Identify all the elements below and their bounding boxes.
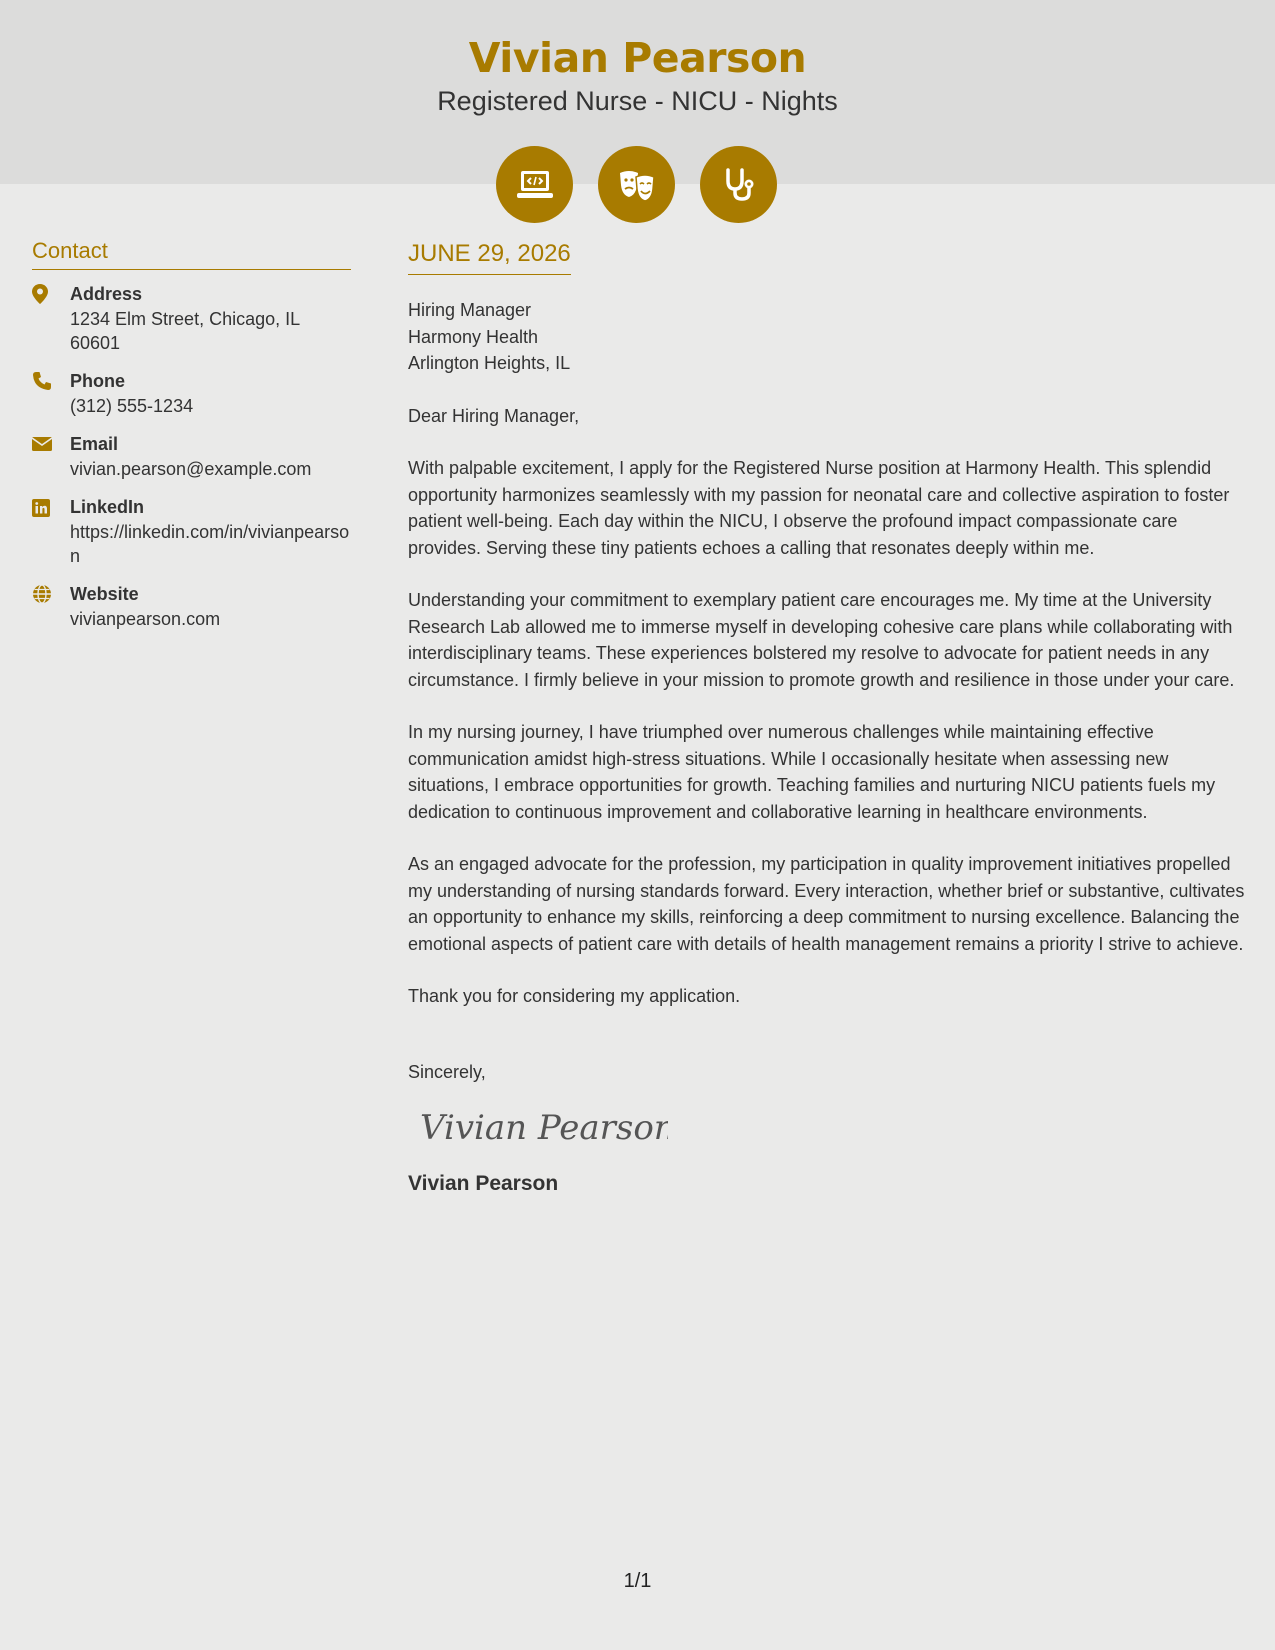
theater-masks-icon — [598, 146, 675, 223]
contact-label: LinkedIn — [70, 497, 145, 517]
letter-body — [408, 240, 1253, 1196]
paragraph: In my nursing journey, I have triumphed over numerous challenges while maintaining effective communication amidst high-stress situations. While I occasionally hesitate when assessing new situations, I embrace opportunities for growth. Teaching families and nurturing NICU patients fuels my dedication to continuous improvement and collaborative learning in healthcare environments. — [408, 722, 1216, 822]
location-pin-icon — [32, 282, 70, 355]
sidebar — [32, 238, 351, 645]
email-value[interactable]: vivian.pearson@example.com — [70, 459, 312, 479]
handwritten-signature — [418, 1101, 1253, 1156]
recipient-line: Hiring Manager — [408, 300, 532, 320]
contact-phone — [32, 369, 351, 418]
contact-email — [32, 432, 351, 481]
laptop-code-icon — [496, 146, 573, 223]
contact-website — [32, 582, 351, 631]
page-number: 1/1 — [623, 1570, 652, 1592]
closing: Sincerely, — [408, 1061, 486, 1082]
applicant-name: Vivian Pearson — [468, 34, 807, 82]
recipient-block — [408, 297, 1253, 377]
greeting: Dear Hiring Manager, — [408, 405, 580, 426]
contact-address — [32, 282, 351, 355]
paragraph: Thank you for considering my application. — [408, 986, 741, 1006]
contact-label: Website — [70, 584, 139, 604]
header-icons — [496, 146, 777, 223]
job-title: Registered Nurse - NICU - Nights — [437, 86, 838, 116]
paragraph: With palpable excitement, I apply for the Registered Nurse position at Harmony Health. This splendid opportunity harmonizes seamlessly with my passion for neonatal care and collective aspiration to foster patient well-being. Each day within the NICU, I observe the profound impact compassionate care provides. Serving these tiny patients echoes a calling that resonates deeply within me. — [408, 458, 1230, 558]
contact-label: Email — [70, 434, 119, 454]
signed-name: Vivian Pearson — [408, 1171, 559, 1195]
contact-label: Phone — [70, 371, 126, 391]
recipient-line: Harmony Health — [408, 326, 539, 347]
phone-icon — [32, 369, 70, 418]
contact-label: Address — [70, 284, 143, 304]
paragraph: Understanding your commitment to exemplary patient care encourages me. My time at the University Research Lab allowed me to immerse myself in developing cohesive care plans while collaborating with interdisciplinary teams. These experiences bolstered my resolve to advocate for patient needs in any circumstance. I firmly believe in your mission to promote growth and resilience in those under your care. — [408, 590, 1235, 690]
linkedin-icon — [32, 495, 70, 568]
paragraph: As an engaged advocate for the profession, my participation in quality improvement initiatives propelled my understanding of nursing standards forward. Every interaction, whether brief or substantive, cultivates an opportunity to enhance my skills, reinforcing a deep commitment to nursing excellence. Balancing the emotional aspects of patient care with details of health management remains a priority I strive to achieve. — [408, 854, 1245, 954]
website-value[interactable]: vivianpearson.com — [70, 609, 221, 629]
contact-linkedin — [32, 495, 351, 568]
recipient-line: Arlington Heights, IL — [408, 353, 571, 373]
contact-heading: Contact — [32, 238, 351, 270]
linkedin-value[interactable]: https://linkedin.com/in/vivianpearson — [70, 522, 350, 566]
phone-value: (312) 555-1234 — [70, 396, 194, 416]
letter-date: JUNE 29, 2026 — [408, 240, 571, 275]
globe-icon — [32, 582, 70, 631]
envelope-icon — [32, 432, 70, 481]
stethoscope-icon — [700, 146, 777, 223]
signature-text: Vivian Pearson — [420, 1107, 668, 1148]
address-value: 1234 Elm Street, Chicago, IL 60601 — [70, 309, 300, 353]
